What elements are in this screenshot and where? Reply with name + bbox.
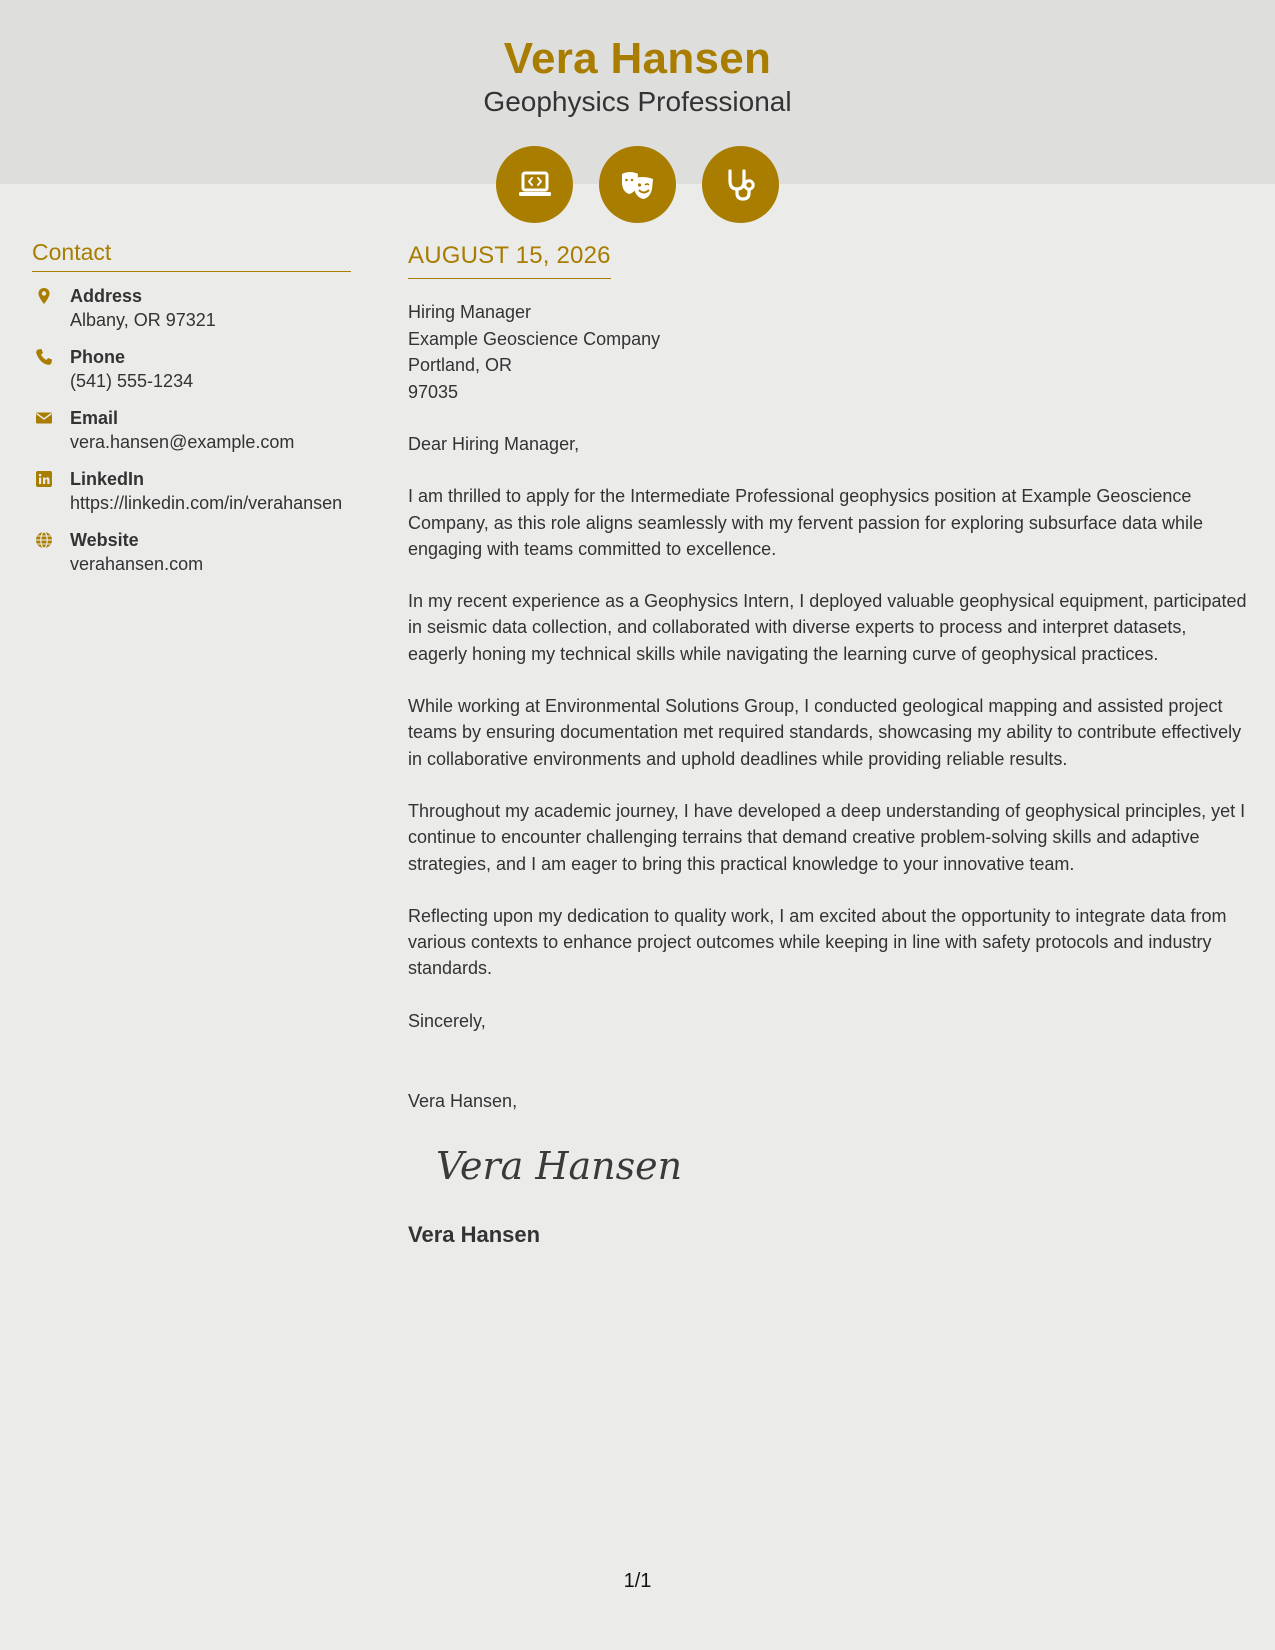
page-number: 1/1 bbox=[623, 1570, 652, 1592]
handwritten-signature: Vera Hansen bbox=[436, 1144, 683, 1189]
contact-label: Email bbox=[70, 408, 119, 428]
sign-off-name: Vera Hansen, bbox=[408, 1091, 518, 1112]
contact-item-linkedin bbox=[32, 467, 351, 515]
recipient-line: 97035 bbox=[408, 381, 459, 402]
contact-item-address bbox=[32, 284, 351, 332]
contact-item-phone bbox=[32, 345, 351, 393]
contact-label: Phone bbox=[70, 347, 126, 367]
linkedin-icon bbox=[35, 470, 53, 488]
envelope-icon bbox=[35, 409, 53, 427]
globe-icon bbox=[35, 531, 53, 549]
badge-laptop bbox=[496, 146, 573, 223]
badge-masks bbox=[599, 146, 676, 223]
letter-paragraph: In my recent experience as a Geophysics Intern, I deployed valuable geophysical equipment, participated in seismic data collection, and collaborated with diverse experts to process and interpret datasets, eagerly honing my technical skills while navigating the learning curve of geophysical practices. bbox=[408, 591, 1247, 664]
contact-item-website bbox=[32, 528, 351, 576]
address-value: Albany, OR 97321 bbox=[70, 310, 216, 330]
contact-sidebar bbox=[32, 238, 351, 589]
interest-badges bbox=[496, 146, 779, 223]
printed-name: Vera Hansen bbox=[408, 1222, 541, 1248]
phone-icon bbox=[35, 348, 53, 366]
linkedin-link[interactable]: https://linkedin.com/in/verahansen bbox=[70, 493, 343, 513]
contact-list bbox=[32, 284, 351, 576]
applicant-name: Vera Hansen bbox=[503, 34, 772, 83]
map-pin-icon bbox=[35, 287, 53, 305]
closing: Sincerely, bbox=[408, 1010, 486, 1031]
contact-heading: Contact bbox=[32, 238, 351, 272]
email-link[interactable]: vera.hansen@example.com bbox=[70, 432, 295, 452]
contact-label: LinkedIn bbox=[70, 469, 145, 489]
contact-label: Address bbox=[70, 286, 143, 306]
recipient-line: Example Geoscience Company bbox=[408, 328, 661, 349]
letter-paragraph: I am thrilled to apply for the Intermediate Professional geophysics position at Example Geoscience Company, as this role aligns seamlessly with my fervent passion for exploring subsurface data while engaging with teams committed to excellence. bbox=[408, 486, 1204, 559]
theater-masks-icon bbox=[618, 165, 658, 205]
phone-value[interactable]: (541) 555-1234 bbox=[70, 371, 194, 391]
letter-body bbox=[408, 240, 1248, 1248]
contact-item-email bbox=[32, 406, 351, 454]
salutation: Dear Hiring Manager, bbox=[408, 434, 580, 454]
recipient-line: Hiring Manager bbox=[408, 302, 532, 322]
website-link[interactable]: verahansen.com bbox=[70, 554, 204, 574]
badge-stethoscope bbox=[702, 146, 779, 223]
letter-paragraph: While working at Environmental Solutions Group, I conducted geological mapping and assisted project teams by ensuring documentation met required standards, showcasing my ability to contribute effectively in collaborative environments and uphold deadlines while providing reliable results. bbox=[408, 696, 1242, 769]
letter-paragraph: Throughout my academic journey, I have developed a deep understanding of geophysical principles, yet I continue to encounter challenging terrains that demand creative problem-solving skills and adaptive strategies, and I am eager to bring this practical knowledge to your innovative team. bbox=[408, 800, 1246, 874]
stethoscope-icon bbox=[721, 165, 761, 205]
letter-date: AUGUST 15, 2026 bbox=[408, 240, 611, 279]
laptop-code-icon bbox=[515, 165, 555, 205]
job-title: Geophysics Professional bbox=[483, 86, 792, 117]
recipient-block bbox=[408, 299, 1248, 405]
recipient-line: Portland, OR bbox=[408, 355, 513, 375]
letter-paragraph: Reflecting upon my dedication to quality work, I am excited about the opportunity to integrate data from various contexts to enhance project outcomes while keeping in line with safety protocols and industry standards. bbox=[408, 905, 1227, 979]
contact-label: Website bbox=[70, 530, 139, 550]
